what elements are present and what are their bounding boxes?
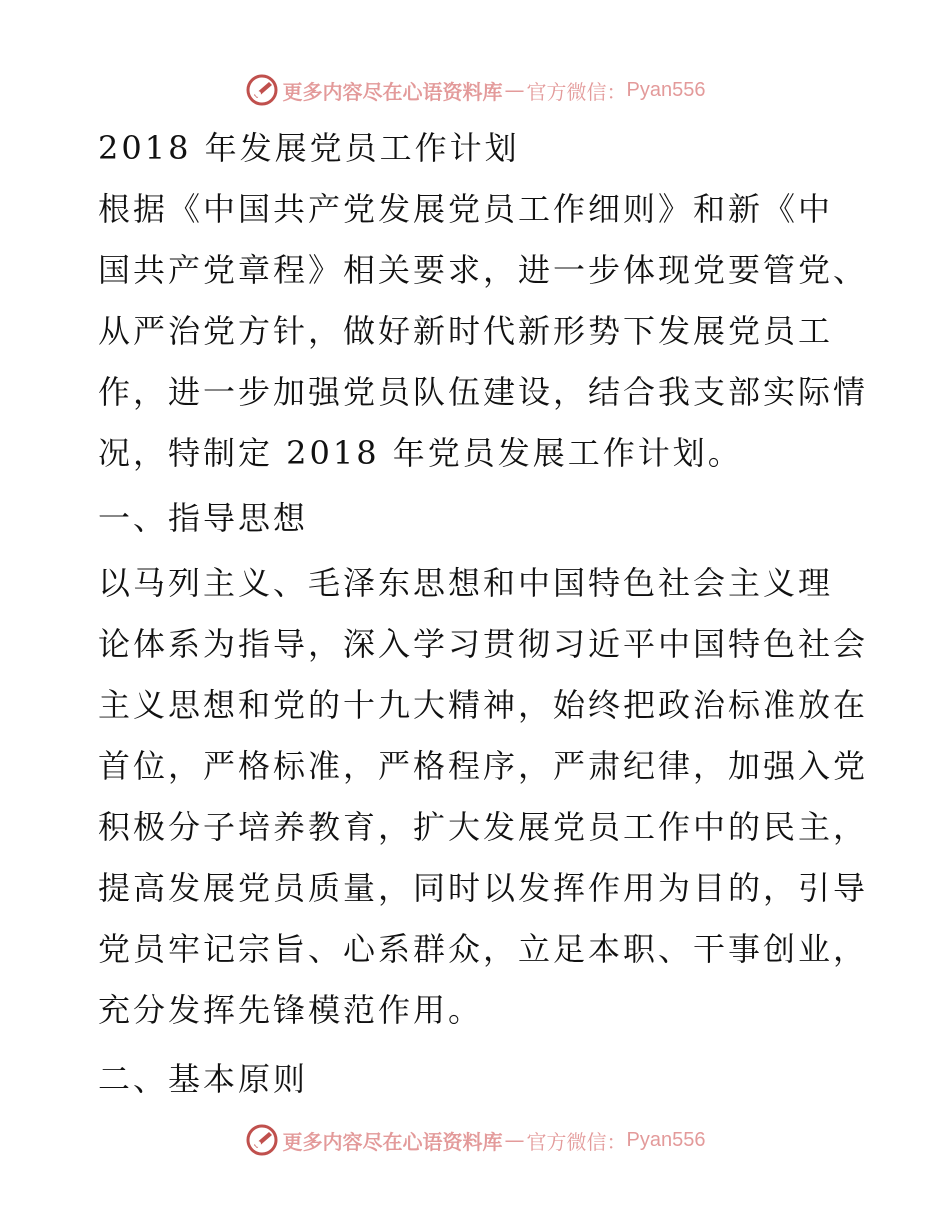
banner-wechat-label: 官方微信： [526,1129,627,1154]
section1-heading: 一、指导思想 [98,499,309,537]
intro-line: 从严治党方针，做好新时代新形势下发展党员工 [98,312,834,350]
logo-icon [245,1123,279,1157]
section1-line: 提高发展党员质量，同时以发挥作用为目的，引导 [98,869,869,907]
section1-line: 积极分子培养教育，扩大发展党员工作中的民主， [98,808,869,846]
banner-wechat-id: Pyan556 [626,78,706,101]
banner-text: 更多内容尽在心语资料库 [282,1129,503,1154]
banner-wechat-label: 官方微信： [526,79,627,104]
section1-line: 以马列主义、毛泽东思想和中国特色社会主义理 [98,564,834,602]
section2-heading: 二、基本原则 [98,1060,309,1098]
document-body [98,118,869,1110]
logo-icon [245,73,279,107]
section1-line: 首位，严格标准，严格程序，严肃纪律，加强入党 [98,747,869,785]
section1-line: 论体系为指导，深入学习贯彻习近平中国特色社会 [98,625,869,663]
banner-separator: — [504,78,525,102]
section1-line: 主义思想和党的十九大精神，始终把政治标准放在 [98,686,869,724]
footer-banner [0,1120,950,1160]
section1-line: 党员牢记宗旨、心系群众，立足本职、干事创业， [98,930,869,968]
header-banner [0,70,950,110]
section1-line: 充分发挥先锋模范作用。 [98,991,484,1029]
intro-line: 作，进一步加强党员队伍建设，结合我支部实际情 [98,373,869,411]
banner-wechat-id: Pyan556 [626,1128,706,1151]
banner-separator: — [504,1128,525,1152]
banner-text: 更多内容尽在心语资料库 [282,79,503,104]
document-title: 2018 年发展党员工作计划 [98,129,520,167]
intro-line: 况，特制定 2018 年党员发展工作计划。 [98,434,743,472]
intro-line: 根据《中国共产党发展党员工作细则》和新《中 [98,190,834,228]
intro-line: 国共产党章程》相关要求，进一步体现党要管党、 [98,251,869,289]
